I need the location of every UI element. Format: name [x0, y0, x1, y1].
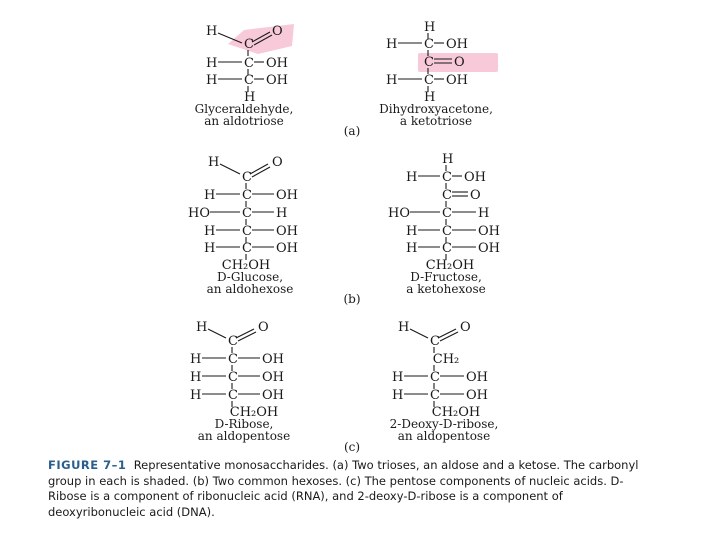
glucose-top-h: H: [208, 155, 220, 170]
glucose-top-o: O: [272, 155, 283, 170]
dihydroxyacetone-structure: [379, 20, 498, 128]
glucose-row-left: HO: [188, 206, 210, 221]
dha-name: Dihydroxyacetone,: [379, 102, 493, 116]
glyceraldehyde-row-right: OH: [266, 73, 288, 88]
dha-carbonyl-c: C: [424, 55, 434, 70]
ribose-row-c: C: [228, 370, 238, 385]
fructose-class: a ketohexose: [406, 282, 486, 296]
glucose-row-right: OH: [276, 224, 298, 239]
glyceraldehyde-top-h: H: [206, 24, 218, 39]
glyceraldehyde-row-c: C: [244, 73, 254, 88]
ribose-row-right: OH: [262, 352, 284, 367]
fructose-carbonyl-c: C: [442, 188, 452, 203]
deoxyribose-class: an aldopentose: [397, 429, 491, 443]
deoxyribose-ch2: CH₂: [432, 352, 460, 367]
glucose-row-left: H: [204, 224, 216, 239]
fructose-row-right: OH: [478, 224, 500, 239]
ribose-row-left: H: [190, 370, 202, 385]
ribose-row-c: C: [228, 352, 238, 367]
bond: [238, 332, 256, 341]
carbonyl-shade: [228, 24, 294, 54]
bond: [208, 329, 226, 338]
deoxyribose-top-h: H: [398, 320, 410, 335]
dha-bottom-h: H: [424, 90, 436, 105]
fructose-row-c: C: [442, 170, 452, 185]
dha-row-c: C: [424, 73, 434, 88]
glyceraldehyde-row-c: C: [244, 56, 254, 71]
dha-row-left: H: [386, 37, 398, 52]
bond: [438, 329, 456, 338]
deoxyribose-row-c: C: [430, 370, 440, 385]
ribose-row-left: H: [190, 388, 202, 403]
glucose-row-c: C: [242, 241, 252, 256]
glyceraldehyde-row-left: H: [206, 56, 218, 71]
glucose-structure: [188, 155, 298, 296]
deoxyribose-row-c: C: [430, 388, 440, 403]
bond: [236, 329, 254, 338]
figure-label: FIGURE 7–1: [48, 458, 127, 472]
dha-carbonyl-o: O: [454, 55, 465, 70]
ribose-structure: [190, 320, 290, 443]
fructose-carbonyl-o: O: [470, 188, 481, 203]
deoxyribose-structure: [390, 320, 499, 443]
glucose-row-right: H: [276, 206, 288, 221]
glucose-row-c: C: [242, 206, 252, 221]
deoxyribose-ch2oh: CH₂OH: [431, 405, 481, 420]
dha-row-right: OH: [446, 73, 468, 88]
panel-a-label: (a): [343, 124, 361, 138]
glyceraldehyde-bottom-h: H: [244, 90, 256, 105]
panel-b-label: (b): [343, 292, 361, 306]
fructose-row-left: H: [406, 241, 418, 256]
deoxyribose-row-right: OH: [466, 388, 488, 403]
fructose-name: D-Fructose,: [410, 270, 482, 284]
ribose-row-c: C: [228, 388, 238, 403]
dha-top-h: H: [424, 20, 436, 35]
bond: [440, 332, 458, 341]
fructose-top-h: H: [442, 152, 454, 167]
glyceraldehyde-top-c: C: [244, 37, 254, 52]
glyceraldehyde-top-o: O: [272, 24, 283, 39]
dha-row-right: OH: [446, 37, 468, 52]
glyceraldehyde-structure: [195, 24, 294, 128]
figure-caption: [48, 458, 648, 520]
dha-class: a ketotriose: [399, 114, 473, 128]
deoxyribose-top-o: O: [460, 320, 471, 335]
ribose-row-right: OH: [262, 388, 284, 403]
glyceraldehyde-class: an aldotriose: [204, 114, 284, 128]
ribose-class: an aldopentose: [197, 429, 291, 443]
ribose-row-left: H: [190, 352, 202, 367]
glucose-row-left: H: [204, 188, 216, 203]
glyceraldehyde-name: Glyceraldehyde,: [194, 102, 294, 116]
ribose-row-right: OH: [262, 370, 284, 385]
ribose-top-o: O: [258, 320, 269, 335]
glucose-row-c: C: [242, 188, 252, 203]
glucose-class: an aldohexose: [206, 282, 294, 296]
fructose-row-c: C: [442, 206, 452, 221]
glyceraldehyde-row-right: OH: [266, 56, 288, 71]
glucose-row-c: C: [242, 224, 252, 239]
fructose-ch2oh: CH₂OH: [425, 258, 475, 273]
fructose-structure: [388, 152, 500, 296]
ribose-top-c: C: [228, 334, 238, 349]
fructose-row-left: H: [406, 224, 418, 239]
glucose-ch2oh: CH₂OH: [221, 258, 271, 273]
fructose-row-right: OH: [478, 241, 500, 256]
caption-text: Representative monosaccharides. (a) Two trioses, an aldose and a ketose. The carbonyl group in each is shaded. (b) Two common hexoses. (c) The pentose components of nucleic acids. D-Ribose is a component of ribonucleic acid (RNA), and 2-deoxy-D-ribose is a component of deoxyribonucleic acid (DNA).: [48, 458, 639, 519]
glucose-row-right: OH: [276, 241, 298, 256]
deoxyribose-top-c: C: [430, 334, 440, 349]
ribose-ch2oh: CH₂OH: [229, 405, 279, 420]
deoxyribose-row-left: H: [392, 388, 404, 403]
fructose-row-c: C: [442, 241, 452, 256]
deoxyribose-name: 2-Deoxy-D-ribose,: [389, 417, 499, 431]
ribose-name: D-Ribose,: [214, 417, 274, 431]
fructose-row-right: OH: [464, 170, 486, 185]
fructose-row-left: HO: [388, 206, 410, 221]
glucose-name: D-Glucose,: [216, 270, 284, 284]
panel-c-label: (c): [343, 440, 361, 454]
ribose-top-h: H: [196, 320, 208, 335]
dha-row-c: C: [424, 37, 434, 52]
bond: [220, 164, 240, 174]
fructose-row-right: H: [478, 206, 490, 221]
deoxyribose-row-left: H: [392, 370, 404, 385]
deoxyribose-row-right: OH: [466, 370, 488, 385]
fructose-row-left: H: [406, 170, 418, 185]
bond: [410, 329, 428, 338]
glucose-row-left: H: [204, 241, 216, 256]
glyceraldehyde-row-left: H: [206, 73, 218, 88]
fructose-row-c: C: [442, 224, 452, 239]
glucose-row-right: OH: [276, 188, 298, 203]
glucose-top-c: C: [242, 170, 252, 185]
dha-row-left: H: [386, 73, 398, 88]
